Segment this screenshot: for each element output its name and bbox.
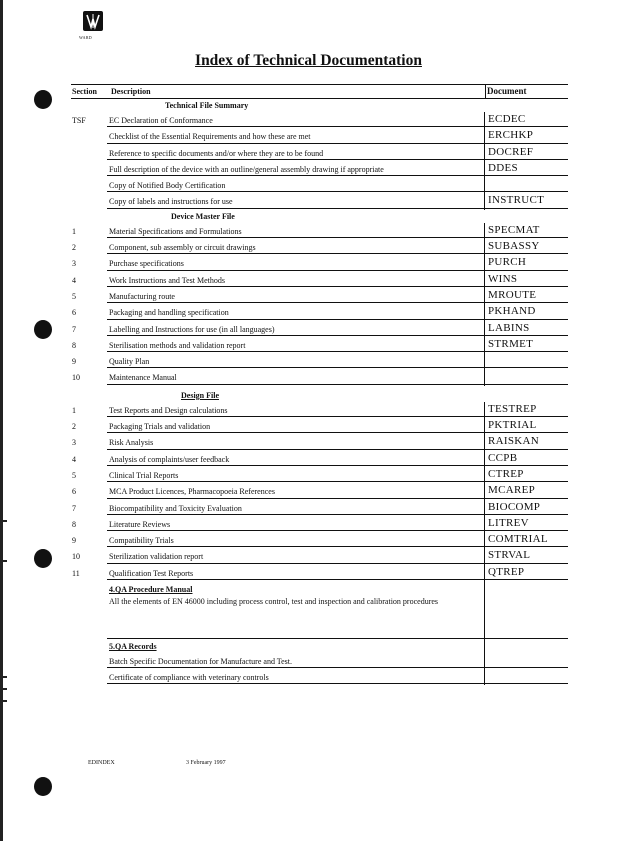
row-description: Work Instructions and Test Methods — [109, 275, 225, 285]
design-file-row — [71, 565, 568, 581]
design-file-row — [71, 467, 568, 483]
scan-mark — [0, 688, 7, 690]
row-description: Sterilisation methods and validation report — [109, 340, 246, 350]
documentation-table — [71, 84, 568, 685]
row-document-code: ERCHKP — [488, 129, 534, 142]
row-document-code: STRVAL — [488, 549, 531, 562]
device-master-row — [71, 369, 568, 385]
row-section: 6 — [72, 487, 76, 497]
row-section: 3 — [72, 438, 76, 448]
row-description: Maintenance Manual — [109, 373, 177, 383]
logo-caption: WARD — [79, 35, 92, 40]
row-section: 9 — [72, 357, 76, 367]
row-section: 3 — [72, 259, 76, 269]
footer-date: 3 February 1997 — [186, 760, 226, 766]
row-section: 4 — [72, 454, 76, 464]
row-description: Packaging Trials and validation — [109, 422, 211, 432]
row-description: Test Reports and Design calculations — [109, 405, 228, 415]
punch-hole — [34, 549, 52, 568]
row-section: 1 — [72, 226, 76, 236]
qa-record-row — [71, 669, 568, 685]
row-description: Risk Analysis — [109, 438, 154, 448]
device-master-row — [71, 223, 568, 239]
device-master-row — [71, 255, 568, 271]
row-section: 9 — [72, 536, 76, 546]
row-description: Quality Plan — [109, 357, 150, 367]
scan-mark — [0, 520, 7, 522]
row-document-code: INSTRUCT — [488, 194, 545, 207]
row-description: Qualification Test Reports — [109, 568, 194, 578]
qa-records-heading: 5.QA Records — [71, 639, 568, 653]
design-file-row — [71, 483, 568, 499]
design-file-row — [71, 548, 568, 564]
row-document-code: DDES — [488, 161, 518, 174]
scan-edge — [0, 0, 3, 841]
row-document-code: QTREP — [488, 565, 525, 578]
scan-mark — [0, 676, 7, 678]
row-document-code: CCPB — [488, 451, 518, 464]
row-description: Analysis of complaints/user feedback — [109, 454, 230, 464]
design-file-row — [71, 532, 568, 548]
device-master-row — [71, 304, 568, 320]
design-file-row — [71, 516, 568, 532]
row-document-code: SUBASSY — [488, 240, 540, 253]
row-section: 8 — [72, 340, 76, 350]
row-description: Copy of Notified Body Certification — [109, 181, 226, 191]
row-description: Sterilization validation report — [109, 552, 204, 562]
row-document-code: PURCH — [488, 256, 527, 269]
qa-record-row — [71, 653, 568, 669]
row-document-code: TESTREP — [488, 402, 537, 415]
design-file-row — [71, 418, 568, 434]
technical-file-row — [71, 112, 568, 128]
technical-file-row — [71, 161, 568, 177]
row-document-code: SPECMAT — [488, 223, 540, 236]
qa-record-text: Batch Specific Documentation for Manufacture and Test. — [109, 657, 293, 667]
row-description: Purchase specifications — [109, 259, 184, 269]
scan-mark — [0, 560, 7, 562]
row-section: 6 — [72, 308, 76, 318]
row-document-code: ECDEC — [488, 113, 526, 125]
row-description: Checklist of the Essential Requirements and how these are met — [109, 132, 311, 142]
row-section: 10 — [72, 552, 80, 562]
device-master-row — [71, 239, 568, 255]
row-description: Manufacturing route — [109, 291, 175, 301]
row-document-code: LITREV — [488, 516, 529, 529]
qa-manual-text: All the elements of EN 46000 including process control, test and inspection and calibration procedures — [109, 597, 439, 607]
technical-file-heading: Technical File Summary — [165, 101, 249, 110]
row-document-code: DOCREF — [488, 145, 534, 158]
row-document-code: STRMET — [488, 337, 534, 350]
device-master-row — [71, 288, 568, 304]
row-description: Full description of the device with an outline/general assembly drawing if appropriate — [109, 164, 384, 174]
row-section: 11 — [72, 568, 80, 578]
technical-file-row — [71, 128, 568, 144]
design-file-row — [71, 451, 568, 467]
qa-manual-block — [71, 581, 568, 639]
row-section: 2 — [72, 422, 76, 432]
row-description: Compatibility Trials — [109, 536, 174, 546]
technical-file-row — [71, 177, 568, 193]
row-section: 5 — [72, 291, 76, 301]
row-document-code: COMTRIAL — [488, 533, 548, 546]
row-section: 8 — [72, 519, 76, 529]
row-document-code: BIOCOMP — [488, 500, 541, 513]
row-description: Labelling and Instructions for use (in all languages) — [109, 324, 275, 334]
scan-mark — [0, 700, 7, 702]
technical-file-row — [71, 145, 568, 161]
device-master-heading: Device Master File — [171, 211, 235, 221]
row-description: MCA Product Licences, Pharmacopoeia References — [109, 487, 275, 497]
qa-record-text: Certificate of compliance with veterinary controls — [109, 673, 269, 683]
row-description: Clinical Trial Reports — [109, 470, 179, 480]
row-description: Component, sub assembly or circuit drawings — [109, 243, 256, 253]
footer-ref: EDINDEX — [88, 760, 115, 766]
row-section: 2 — [72, 243, 76, 253]
row-description: Literature Reviews — [109, 519, 171, 529]
row-section: 7 — [72, 324, 76, 334]
header-description: Description — [111, 87, 151, 96]
design-file-heading: Design File — [181, 390, 219, 400]
design-file-row — [71, 402, 568, 418]
table-header — [71, 85, 568, 99]
row-description: Reference to specific documents and/or where they are to be found — [109, 148, 324, 158]
punch-hole — [34, 320, 52, 339]
row-section: 7 — [72, 503, 76, 513]
row-document-code: CTREP — [488, 467, 524, 480]
row-document-code: LABINS — [488, 321, 530, 334]
row-description: Packaging and handling specification — [109, 308, 229, 318]
row-document-code: PKHAND — [488, 305, 536, 318]
qa-manual-heading: 4.QA Procedure Manual — [109, 585, 193, 595]
row-section: 4 — [72, 275, 76, 285]
punch-hole — [34, 90, 52, 109]
row-document-code: WINS — [488, 272, 518, 285]
header-section: Section — [72, 87, 97, 96]
row-description: Material Specifications and Formulations — [109, 226, 242, 236]
punch-hole — [34, 777, 52, 796]
row-document-code: RAISKAN — [488, 435, 539, 448]
header-document: Document — [487, 86, 527, 96]
design-file-row — [71, 434, 568, 450]
row-section: 10 — [72, 373, 80, 383]
row-description: Copy of labels and instructions for use — [109, 197, 233, 207]
device-master-row — [71, 272, 568, 288]
technical-file-row — [71, 193, 568, 209]
row-section: TSF — [72, 116, 86, 125]
row-document-code: MROUTE — [488, 288, 537, 301]
row-document-code: PKTRIAL — [488, 419, 537, 432]
device-master-row — [71, 353, 568, 369]
device-master-row — [71, 337, 568, 353]
row-document-code: MCAREP — [488, 484, 536, 497]
row-description: EC Declaration of Conformance — [109, 116, 213, 125]
row-description: Biocompatibility and Toxicity Evaluation — [109, 503, 242, 513]
company-logo — [83, 11, 103, 31]
row-section: 5 — [72, 470, 76, 480]
design-file-row — [71, 500, 568, 516]
row-section: 1 — [72, 405, 76, 415]
device-master-row — [71, 321, 568, 337]
page-title: Index of Technical Documentation — [195, 52, 422, 69]
